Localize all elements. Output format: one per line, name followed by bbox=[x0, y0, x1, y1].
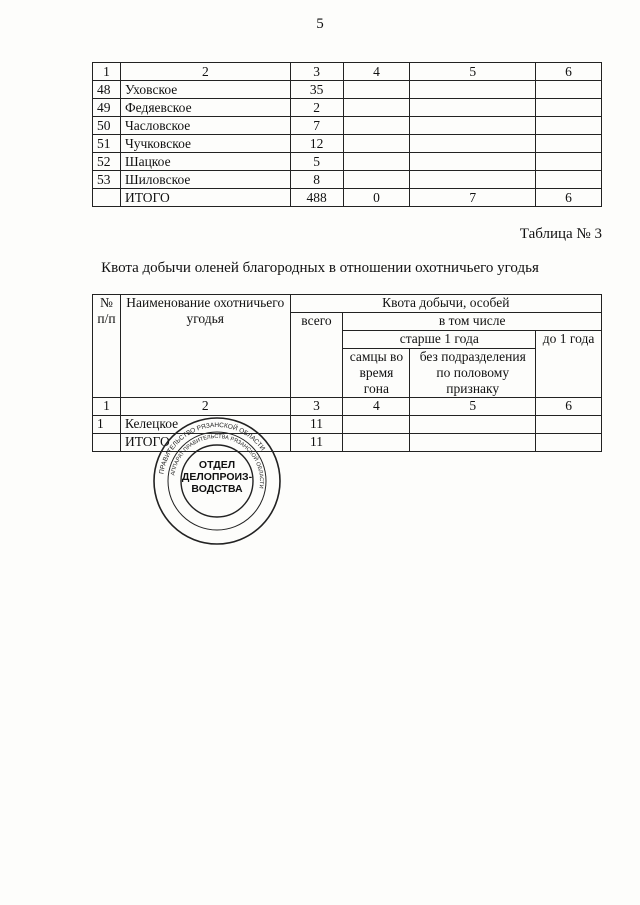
page-number: 5 bbox=[316, 16, 324, 32]
row-total: 2 bbox=[290, 99, 343, 117]
row-name: Часловское bbox=[120, 117, 290, 135]
header-name: Наименование охотничьего угодья bbox=[120, 295, 290, 398]
row-name: Уховское bbox=[120, 81, 290, 99]
seal-outer-text: ПРАВИТЕЛЬСТВО РЯЗАНСКОЙ ОБЛАСТИ bbox=[158, 421, 267, 475]
col-number: 5 bbox=[410, 63, 536, 81]
row-name: Шацкое bbox=[120, 153, 290, 171]
seal-line: ДЕЛОПРОИЗ- bbox=[181, 471, 253, 483]
header-including: в том числе bbox=[343, 313, 602, 331]
row-total: 5 bbox=[290, 153, 343, 171]
table-title: Квота добычи оленей благородных в отношении охотничьего угодья bbox=[101, 260, 539, 276]
total-col6: 6 bbox=[536, 189, 602, 207]
row-col6 bbox=[536, 117, 602, 135]
row-col5 bbox=[410, 117, 536, 135]
row-col6 bbox=[536, 416, 602, 434]
row-num: 49 bbox=[93, 99, 121, 117]
row-total: 7 bbox=[290, 117, 343, 135]
office-seal bbox=[152, 416, 282, 546]
row-col4 bbox=[343, 135, 410, 153]
col-number: 4 bbox=[343, 398, 410, 416]
row-num: 52 bbox=[93, 153, 121, 171]
row-total: 8 bbox=[290, 171, 343, 189]
row-col6 bbox=[536, 153, 602, 171]
row-name: Федяевское bbox=[120, 99, 290, 117]
total-num bbox=[93, 434, 121, 452]
col-number: 1 bbox=[93, 63, 121, 81]
total-num bbox=[93, 189, 121, 207]
row-col5 bbox=[410, 171, 536, 189]
quota-table-continued bbox=[92, 62, 602, 207]
total-label: ИТОГО bbox=[120, 434, 290, 452]
col-number: 5 bbox=[410, 398, 536, 416]
row-col6 bbox=[536, 81, 602, 99]
total-col5: 7 bbox=[410, 189, 536, 207]
col-number: 2 bbox=[120, 398, 290, 416]
header-nosex: без подразделения по половому признаку bbox=[410, 349, 536, 398]
col-number: 6 bbox=[536, 398, 602, 416]
row-col4 bbox=[343, 171, 410, 189]
col-number: 4 bbox=[343, 63, 410, 81]
column-number-row bbox=[93, 398, 602, 416]
table-row bbox=[93, 99, 602, 117]
row-col5 bbox=[410, 416, 536, 434]
total-value: 11 bbox=[290, 434, 343, 452]
total-col4: 0 bbox=[343, 189, 410, 207]
row-total: 11 bbox=[290, 416, 343, 434]
seal-center-text bbox=[152, 459, 282, 495]
row-total: 12 bbox=[290, 135, 343, 153]
col-number: 3 bbox=[290, 398, 343, 416]
row-col5 bbox=[410, 135, 536, 153]
seal-line: ВОДСТВА bbox=[191, 483, 243, 495]
header-males: самцы во время гона bbox=[343, 349, 410, 398]
row-col5 bbox=[410, 81, 536, 99]
row-num: 48 bbox=[93, 81, 121, 99]
col-number: 2 bbox=[120, 63, 290, 81]
row-col5 bbox=[410, 153, 536, 171]
row-num: 1 bbox=[93, 416, 121, 434]
table-row bbox=[93, 81, 602, 99]
header-num: № п/п bbox=[93, 295, 121, 398]
row-num: 50 bbox=[93, 117, 121, 135]
row-col6 bbox=[536, 135, 602, 153]
row-name: Келецкое bbox=[120, 416, 290, 434]
table-row bbox=[93, 171, 602, 189]
table-row bbox=[93, 117, 602, 135]
column-number-row bbox=[93, 63, 602, 81]
row-total: 35 bbox=[290, 81, 343, 99]
table-caption: Таблица № 3 bbox=[519, 226, 602, 242]
row-col6 bbox=[536, 171, 602, 189]
table-row bbox=[93, 135, 602, 153]
total-value: 488 bbox=[290, 189, 343, 207]
row-col6 bbox=[536, 99, 602, 117]
total-row bbox=[93, 189, 602, 207]
total-col6 bbox=[536, 434, 602, 452]
header-under: до 1 года bbox=[536, 331, 602, 398]
col-number: 6 bbox=[536, 63, 602, 81]
seal-inner-text: АППАРАТ ПРАВИТЕЛЬСТВА РЯЗАНСКОЙ ОБЛАСТИ bbox=[170, 433, 265, 489]
row-col4 bbox=[343, 99, 410, 117]
header-total: всего bbox=[290, 313, 343, 398]
table-row bbox=[93, 153, 602, 171]
col-number: 1 bbox=[93, 398, 121, 416]
seal-line: ОТДЕЛ bbox=[198, 459, 236, 471]
col-number: 3 bbox=[290, 63, 343, 81]
row-name: Чучковское bbox=[120, 135, 290, 153]
total-col4 bbox=[343, 434, 410, 452]
row-col4 bbox=[343, 117, 410, 135]
row-num: 51 bbox=[93, 135, 121, 153]
row-name: Шиловское bbox=[120, 171, 290, 189]
row-col4 bbox=[343, 153, 410, 171]
total-col5 bbox=[410, 434, 536, 452]
header-quota: Квота добычи, особей bbox=[290, 295, 601, 313]
row-col4 bbox=[343, 416, 410, 434]
total-label: ИТОГО bbox=[120, 189, 290, 207]
row-num: 53 bbox=[93, 171, 121, 189]
header-older: старше 1 года bbox=[343, 331, 536, 349]
row-col4 bbox=[343, 81, 410, 99]
row-col5 bbox=[410, 99, 536, 117]
